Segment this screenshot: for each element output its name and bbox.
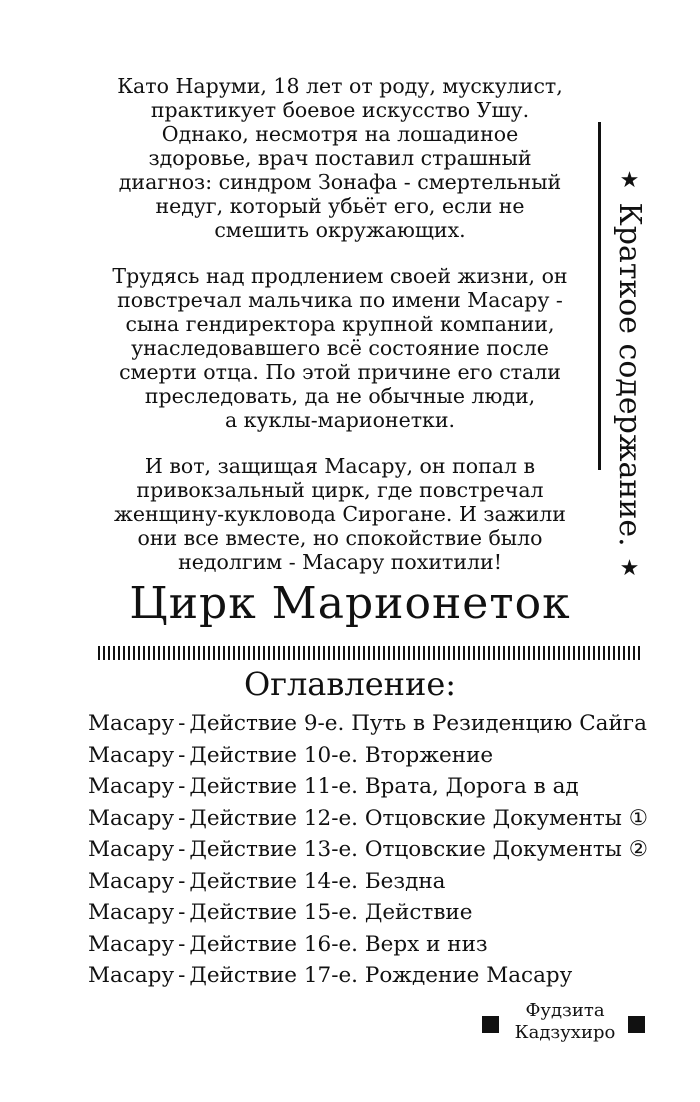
toc-chapter-title: Действие	[364, 900, 473, 925]
square-bullet-icon	[628, 1016, 645, 1033]
toc-chapter-title: Верх и низ	[364, 931, 488, 957]
toc-separator: -	[178, 963, 186, 988]
synopsis-line: женщину-кукловода Сирогане. И зажили	[114, 502, 566, 526]
synopsis-line: И вот, защищая Масару, он попал в	[144, 454, 536, 478]
synopsis-line: преследовать, да не обычные люди,	[144, 384, 536, 408]
toc-entry	[88, 708, 668, 740]
toc-series: Масару	[88, 742, 175, 768]
toc-separator: -	[178, 774, 186, 799]
toc-entry	[88, 803, 668, 835]
synopsis-line: смерти отца. По этой причине его стали	[119, 360, 561, 384]
synopsis-paragraph-1	[82, 74, 598, 242]
author-first-line: Фудзита	[525, 1000, 605, 1021]
star-icon: ★	[617, 556, 642, 582]
synopsis-line: диагноз: синдром Зонафа - смертельный	[118, 170, 562, 194]
toc-act: Действие 11-е.	[189, 774, 359, 799]
toc-chapter-title: Отцовские Документы ①	[364, 805, 649, 831]
synopsis-line: Трудясь над продлением своей жизни, он	[112, 264, 568, 288]
synopsis-line: недолгим - Масару похитили!	[178, 550, 502, 574]
toc-separator: -	[178, 711, 186, 736]
toc-entry	[88, 929, 668, 961]
toc-chapter-title: Врата, Дорога в ад	[364, 774, 579, 799]
synopsis-line: Като Наруми, 18 лет от роду, мускулист,	[117, 74, 563, 98]
toc-chapter-title: Вторжение	[364, 742, 494, 768]
author-credit	[480, 1000, 650, 1060]
synopsis-line: привокзальный цирк, где повстречал	[136, 478, 544, 502]
toc-act: Действие 15-е.	[189, 900, 359, 925]
synopsis-line: унаследовавшего всё состояние после	[131, 336, 549, 360]
toc-series: Масару	[88, 711, 175, 736]
toc-entry	[88, 771, 668, 803]
toc-entry	[88, 960, 668, 992]
toc-entry	[88, 740, 668, 772]
toc-chapter-title: Бездна	[364, 868, 446, 894]
toc-entry	[88, 897, 668, 929]
toc-series: Масару	[88, 837, 175, 862]
author-name	[506, 1000, 624, 1044]
synopsis-line: повстречал мальчика по имени Масару -	[117, 288, 563, 312]
series-title: Цирк Марионеток	[129, 578, 571, 629]
decorative-tick-bar	[98, 646, 640, 660]
toc-chapter-title: Отцовские Документы ②	[364, 837, 649, 862]
synopsis-line: недуг, который убьёт его, если не	[155, 194, 525, 218]
toc-chapter-title: Рождение Масару	[364, 963, 573, 988]
synopsis-line: практикует боевое искусство Ушу.	[150, 98, 530, 122]
synopsis-line: сына гендиректора крупной компании,	[125, 312, 555, 336]
toc-separator: -	[178, 805, 186, 831]
toc-separator: -	[178, 837, 186, 862]
synopsis-line: смешить окружающих.	[214, 218, 466, 242]
toc-act: Действие 10-е.	[189, 742, 359, 768]
synopsis	[82, 74, 598, 596]
toc-series: Масару	[88, 931, 175, 957]
toc-separator: -	[178, 742, 186, 768]
toc-separator: -	[178, 931, 186, 957]
square-bullet-icon	[482, 1016, 499, 1033]
toc-series: Масару	[88, 900, 175, 925]
toc-entry	[88, 866, 668, 898]
toc-heading: Оглавление:	[243, 665, 457, 703]
toc-series: Масару	[88, 963, 175, 988]
toc-chapter-title: Путь в Резиденцию Сайга	[351, 711, 647, 736]
toc-act: Действие 14-е.	[189, 868, 359, 894]
synopsis-line: здоровье, врач поставил страшный	[148, 146, 532, 170]
toc-separator: -	[178, 900, 186, 925]
toc-act: Действие 16-е.	[189, 931, 359, 957]
synopsis-divider	[598, 122, 601, 470]
synopsis-line: они все вместе, но спокойствие было	[137, 526, 543, 550]
toc-act: Действие 9-е.	[189, 711, 345, 736]
toc-entry	[88, 834, 668, 866]
synopsis-heading-text: Краткое содержание.	[612, 202, 647, 547]
toc-list	[88, 708, 668, 992]
toc-act: Действие 17-е.	[189, 963, 359, 988]
star-icon: ★	[617, 168, 642, 193]
synopsis-paragraph-3	[82, 454, 598, 574]
synopsis-paragraph-2	[82, 264, 598, 432]
synopsis-line: Однако, несмотря на лошадиное	[161, 122, 519, 146]
author-second-line: Кадзухиро	[514, 1022, 616, 1043]
toc-series: Масару	[88, 868, 175, 894]
synopsis-line: а куклы-марионетки.	[224, 408, 456, 432]
toc-series: Масару	[88, 774, 175, 799]
toc-act: Действие 13-е.	[189, 837, 359, 862]
toc-separator: -	[178, 868, 186, 894]
toc-act: Действие 12-е.	[189, 805, 359, 831]
synopsis-heading	[612, 168, 646, 581]
toc-series: Масару	[88, 805, 175, 831]
